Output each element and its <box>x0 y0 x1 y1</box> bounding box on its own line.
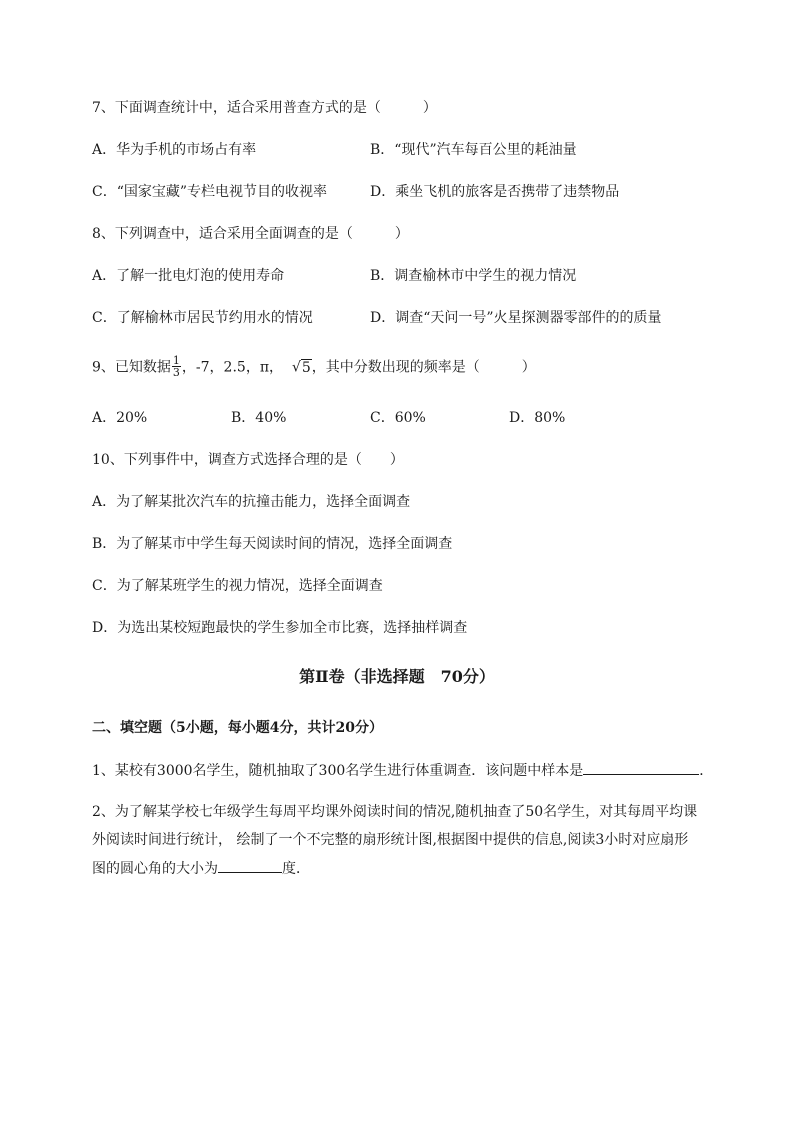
question-7-option-c: C．“国家宝藏”专栏电视节目的收视率 <box>92 184 328 200</box>
fill-question-2-line-2: 外阅读时间进行统计， 绘制了一个不完整的扇形统计图,根据图中提供的信息,阅读3小时对应扇形 <box>92 832 689 848</box>
part-2-title: 第Ⅱ卷（非选择题 70分） <box>299 667 495 686</box>
question-9-option-d: D．80% <box>509 410 566 426</box>
question-9-suffix: ，其中分数出现的频率是（ ） <box>311 359 536 376</box>
fraction-one-third <box>172 355 181 378</box>
question-8-option-a: A．了解一批电灯泡的使用寿命 <box>92 268 285 284</box>
question-9-stem <box>92 356 536 379</box>
question-10-option-a: A．为了解某批次汽车的抗撞击能力，选择全面调查 <box>92 494 411 510</box>
question-7-option-b: B．“现代”汽车每百公里的耗油量 <box>370 142 577 158</box>
question-10-option-d: D．为选出某校短跑最快的学生参加全市比赛，选择抽样调查 <box>92 620 468 636</box>
question-10-stem: 10、下列事件中，调查方式选择合理的是（ ） <box>92 452 404 468</box>
fill-in-section-heading: 二、填空题（5小题，每小题4分，共计20分） <box>92 720 383 736</box>
fill-question-1-end: ． <box>699 763 714 779</box>
question-9-option-b: B．40% <box>231 410 287 426</box>
question-9-middle: ，-7，2.5，π， <box>181 359 292 376</box>
question-10-option-b: B．为了解某市中学生每天阅读时间的情况，选择全面调查 <box>92 536 453 552</box>
fraction-numerator: 1 <box>172 354 180 367</box>
question-9-option-c: C．60% <box>370 410 426 426</box>
question-9-prefix: 9、已知数据 <box>92 359 171 376</box>
sqrt-argument: 5 <box>301 359 311 376</box>
question-8-option-b: B．调查榆林市中学生的视力情况 <box>370 268 577 284</box>
fill-question-1-text: 1、某校有3000名学生，随机抽取了300名学生进行体重调查．该问题中样本是 <box>92 763 584 779</box>
question-7-option-d: D．乘坐飞机的旅客是否携带了违禁物品 <box>370 184 620 200</box>
fill-question-2-line-3-post: 度． <box>282 861 310 877</box>
answer-blank-1[interactable] <box>583 760 699 775</box>
question-8-option-d: D．调查“天问一号”火星探测器零部件的的质量 <box>370 310 662 326</box>
fill-question-2-line-1: 2、为了解某学校七年级学生每周平均课外阅读时间的情况,随机抽查了50名学生，对其每周平均课 <box>92 804 698 820</box>
fraction-denominator: 3 <box>172 366 180 379</box>
answer-blank-2[interactable] <box>218 858 282 873</box>
sqrt-icon: √ <box>291 359 301 376</box>
question-9-option-a: A．20% <box>92 410 148 426</box>
question-7-option-a: A．华为手机的市场占有率 <box>92 142 257 158</box>
fill-question-2-line-3-pre: 图的圆心角的大小为 <box>92 861 218 877</box>
question-7-stem: 7、下面调查统计中，适合采用普查方式的是（ ） <box>92 100 437 116</box>
fill-question-1 <box>92 760 713 781</box>
question-8-stem: 8、下列调查中，适合采用全面调查的是（ ） <box>92 226 409 242</box>
fill-question-2-line-3 <box>92 858 310 879</box>
question-10-option-c: C．为了解某班学生的视力情况，选择全面调查 <box>92 578 383 594</box>
question-8-option-c: C．了解榆林市居民节约用水的情况 <box>92 310 313 326</box>
